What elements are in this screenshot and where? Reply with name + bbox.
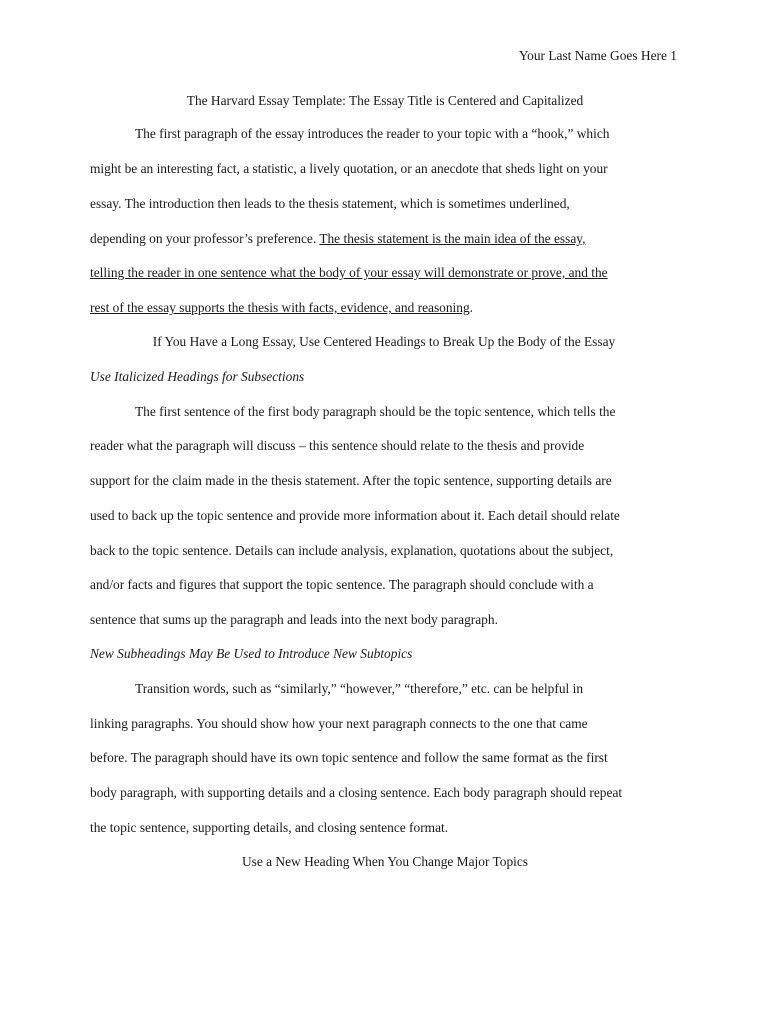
section-heading: If You Have a Long Essay, Use Centered Headings to Break Up the Body of the Essay [152, 334, 616, 349]
body-line: back to the topic sentence. Details can include analysis, explanation, quotations about the subject, [90, 543, 614, 558]
subsection-heading: New Subheadings May Be Used to Introduce New Subtopics [90, 646, 413, 661]
body-line: the topic sentence, supporting details, and closing sentence format. [90, 820, 449, 835]
subsection-heading: Use Italicized Headings for Subsections [90, 369, 305, 384]
body-line: reader what the paragraph will discuss – this sentence should relate to the thesis and provide [90, 438, 585, 453]
body-line: before. The paragraph should have its own topic sentence and follow the same format as the first [90, 750, 608, 765]
body-line: Transition words, such as “similarly,” “however,” “therefore,” etc. can be helpful in [135, 681, 584, 696]
intro-text: . [469, 300, 474, 315]
intro-line: essay. The introduction then leads to the thesis statement, which is sometimes underlined, [90, 196, 570, 211]
thesis-statement: rest of the essay supports the thesis with facts, evidence, and reasoning [90, 300, 470, 315]
body-line: sentence that sums up the paragraph and leads into the next body paragraph. [90, 612, 498, 627]
intro-line: might be an interesting fact, a statistic, a lively quotation, or an anecdote that sheds light on your [90, 161, 608, 176]
body-line: support for the claim made in the thesis statement. After the topic sentence, supporting details are [90, 473, 612, 488]
running-head: Your Last Name Goes Here 1 [518, 48, 677, 63]
intro-line [90, 298, 680, 318]
intro-text: depending on your professor’s preference. [90, 231, 320, 246]
essay-title: The Harvard Essay Template: The Essay Title is Centered and Capitalized [186, 93, 584, 108]
body-line: used to back up the topic sentence and provide more information about it. Each detail should relate [90, 508, 620, 523]
thesis-statement: telling the reader in one sentence what the body of your essay will demonstrate or prove, and the [90, 265, 608, 280]
intro-line [90, 229, 680, 249]
thesis-statement: The thesis statement is the main idea of the essay, [319, 231, 586, 246]
body-line: body paragraph, with supporting details and a closing sentence. Each body paragraph should repeat [90, 785, 623, 800]
body-line: linking paragraphs. You should show how your next paragraph connects to the one that came [90, 716, 588, 731]
body-line: The first sentence of the first body paragraph should be the topic sentence, which tells the [135, 404, 616, 419]
section-heading: Use a New Heading When You Change Major Topics [241, 854, 529, 869]
body-line: and/or facts and figures that support the topic sentence. The paragraph should conclude with a [90, 577, 594, 592]
intro-line: The first paragraph of the essay introduces the reader to your topic with a “hook,” which [135, 126, 610, 141]
